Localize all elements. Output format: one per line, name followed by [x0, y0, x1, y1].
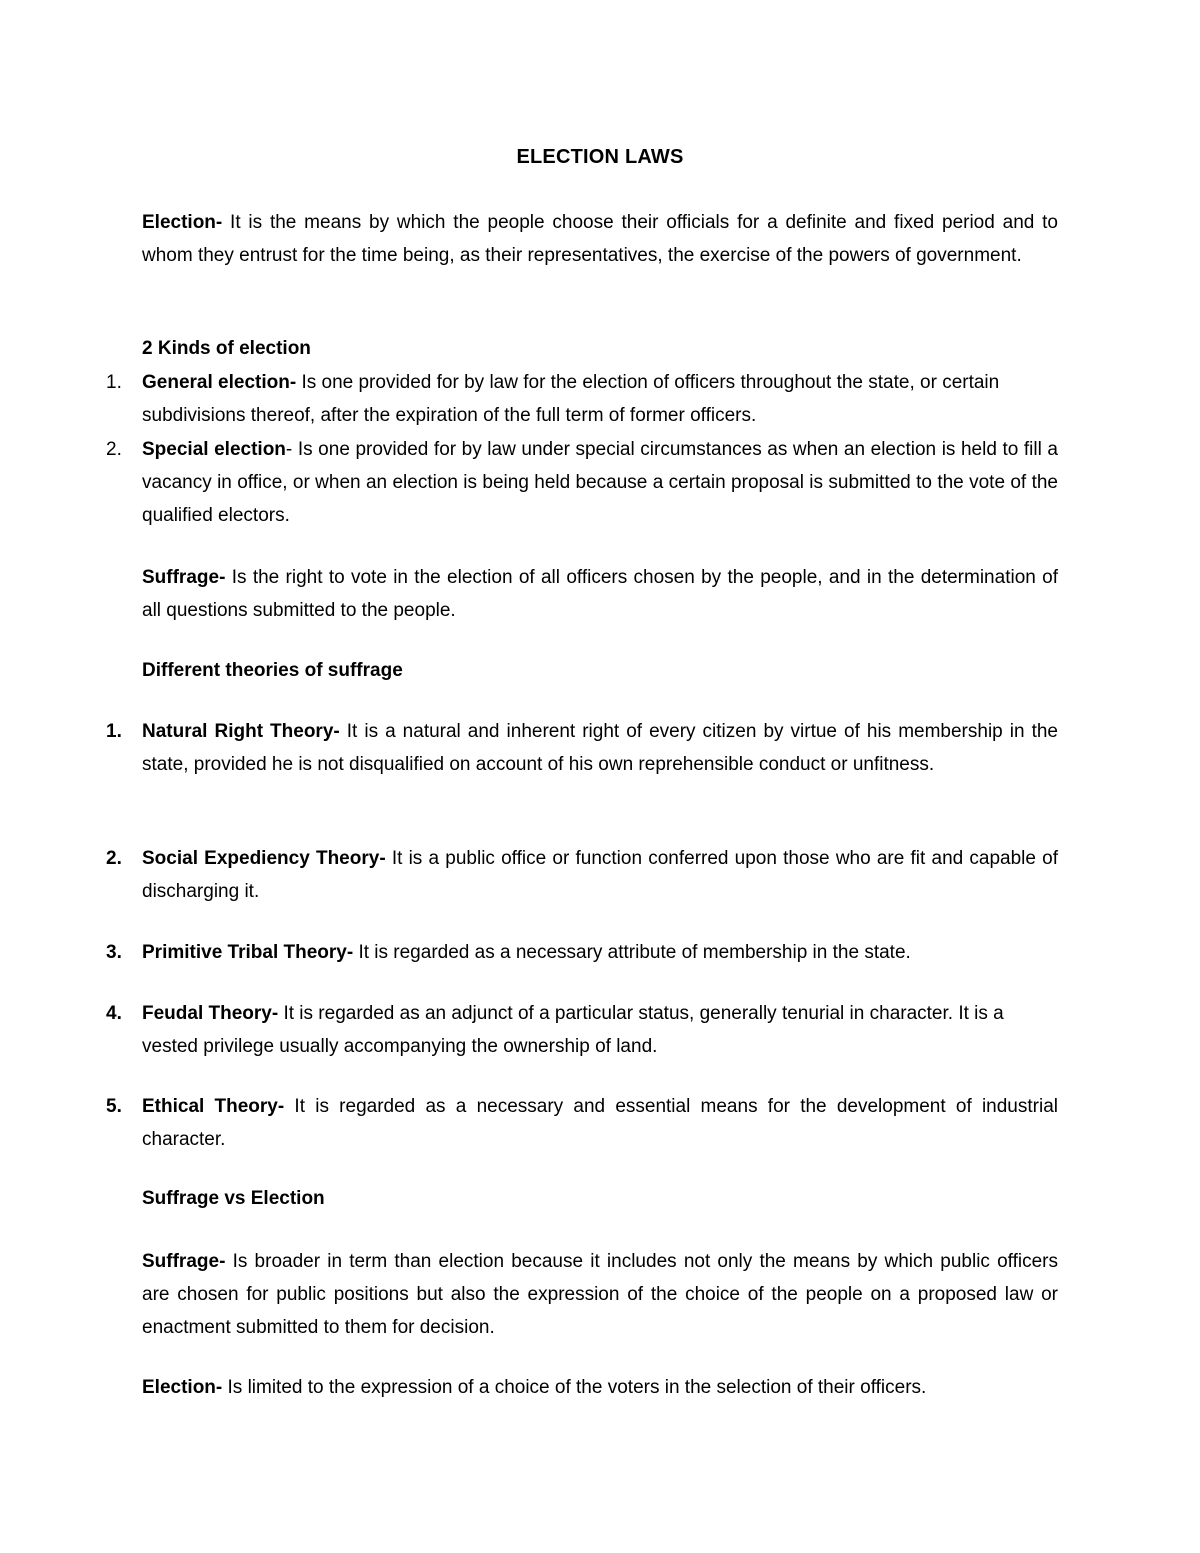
list-number: 5. — [106, 1096, 122, 1117]
election-definition — [142, 206, 1058, 272]
list-item — [106, 842, 1058, 908]
election-comparison-text: Is limited to the expression of a choice of the voters in the selection of their officers. — [222, 1377, 927, 1398]
list-number: 1. — [106, 721, 122, 742]
suffrage-term: Suffrage- — [142, 567, 226, 588]
list-item — [106, 1090, 1058, 1156]
list-item — [106, 366, 1058, 432]
list-item — [106, 997, 1058, 1063]
theories-heading: Different theories of suffrage — [142, 660, 403, 681]
special-election-term: Special election — [142, 439, 286, 460]
election-definition-text: It is the means by which the people choose their officials for a definite and fixed period and to whom they entrust for the time being, as their representatives, the exercise of the powers of government. — [142, 212, 1058, 266]
list-number: 4. — [106, 1003, 122, 1024]
ethical-theory-term: Ethical Theory- — [142, 1096, 285, 1117]
ethical-theory-text: It is regarded as a necessary and essential means for the development of industrial character. — [142, 1096, 1058, 1150]
election-term: Election- — [142, 212, 223, 233]
suffrage-vs-suffrage-definition — [142, 1245, 1058, 1344]
suffrage-comparison-text: Is broader in term than election because it includes not only the means by which public officers are chosen for public positions but also the expression of the choice of the people on a proposed law or enactment submitted to them for decision. — [142, 1251, 1058, 1338]
document-title: ELECTION LAWS — [516, 146, 684, 168]
general-election-text: Is one provided for by law for the election of officers throughout the state, or certain subdivisions thereof, after the expiration of the full term of former officers. — [142, 372, 1000, 426]
suffrage-definition — [142, 561, 1058, 627]
general-election-term: General election- — [142, 372, 297, 393]
suffrage-term: Suffrage- — [142, 1251, 226, 1272]
kinds-heading: 2 Kinds of election — [142, 338, 311, 359]
social-expediency-theory-text: It is a public office or function conferred upon those who are fit and capable of discharging it. — [142, 848, 1058, 902]
feudal-theory-text: It is regarded as an adjunct of a particular status, generally tenurial in character. It is a vested privilege usually accompanying the ownership of land. — [142, 1003, 1004, 1057]
list-number: 2. — [106, 439, 122, 460]
natural-right-theory-text: It is a natural and inherent right of every citizen by virtue of his membership in the state, provided he is not disqualified on account of his own reprehensible conduct or unfitness. — [142, 721, 1058, 775]
election-term: Election- — [142, 1377, 223, 1398]
suffrage-vs-election-heading: Suffrage vs Election — [142, 1188, 325, 1209]
suffrage-definition-text: Is the right to vote in the election of all officers chosen by the people, and in the determination of all questions submitted to the people. — [142, 567, 1058, 621]
list-item — [106, 433, 1058, 532]
social-expediency-theory-term: Social Expediency Theory- — [142, 848, 386, 869]
natural-right-theory-term: Natural Right Theory- — [142, 721, 340, 742]
primitive-tribal-theory-text: It is regarded as a necessary attribute of membership in the state. — [353, 942, 911, 963]
list-number: 3. — [106, 942, 122, 963]
primitive-tribal-theory-term: Primitive Tribal Theory- — [142, 942, 354, 963]
list-item — [106, 715, 1058, 781]
suffrage-vs-election-definition — [142, 1371, 1058, 1404]
list-number: 2. — [106, 848, 122, 869]
list-number: 1. — [106, 372, 122, 393]
special-election-text: - Is one provided for by law under special circumstances as when an election is held to fill a vacancy in office, or when an election is being held because a certain proposal is submitted to the vote of the qualified electors. — [142, 439, 1058, 526]
feudal-theory-term: Feudal Theory- — [142, 1003, 279, 1024]
list-item — [106, 936, 1058, 969]
